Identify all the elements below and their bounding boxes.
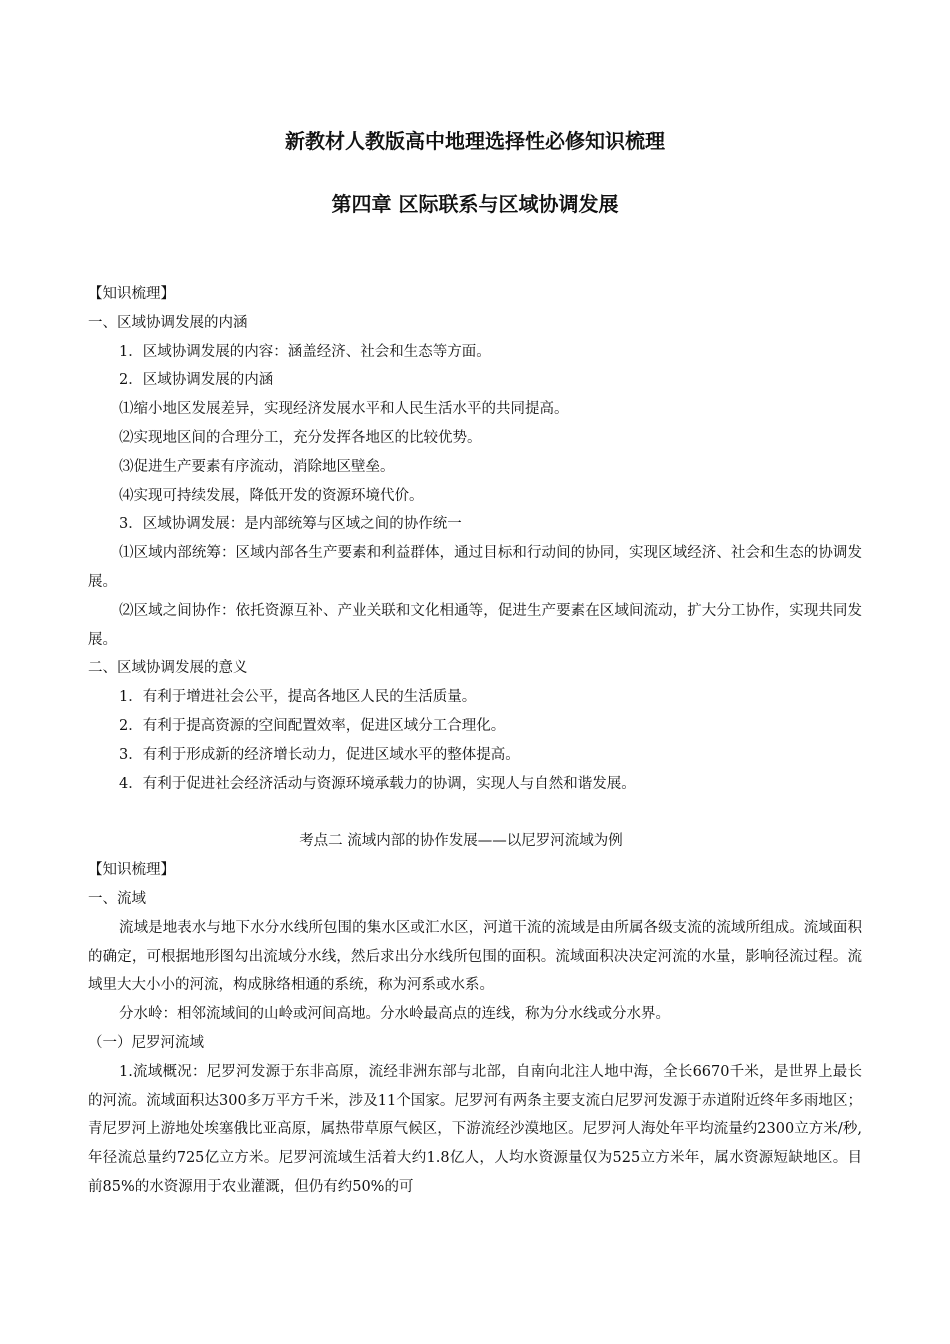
body-paragraph: 流域是地表水与地下水分水线所包围的集水区或汇水区，河道干流的流域是由所属各级支流的流域所组成。流域面积的确定，可根据地形图勾出流域分水线，然后求出分水线所包围的面积。流域面积决决定河流的水量，影响径流过程。流域里大大小小的河流，构成脉络相通的系统，称为河系或水系。 bbox=[88, 919, 862, 994]
list-item: 1．有利于增进社会公平，提高各地区人民的生活质量。 bbox=[119, 689, 477, 706]
sub-item: ⑵实现地区间的合理分工，充分发挥各地区的比较优势。 bbox=[119, 429, 482, 446]
body-paragraph: 分水岭：相邻流域间的山岭或河间高地。分水岭最高点的连线，称为分水线或分水界。 bbox=[119, 1006, 670, 1023]
part-title: 一、区域协调发展的内涵 bbox=[88, 314, 248, 331]
document-title: 新教材人教版高中地理选择性必修知识梳理 bbox=[285, 129, 665, 153]
body-paragraph: 1.流域概况：尼罗河发源于东非高原，流经非洲东部与北部，自南向北注人地中海，全长6670千米，是世界上最长的河流。流域面积达300多万平方千米，涉及11个国家。尼罗河有两条主要支流白尼罗河发源于赤道附近终年多雨地区；青尼罗河上游地处埃塞俄比亚高原，属热带草原气候区，下游流经沙漠地区。尼罗河人海处年平均流量约2300立方米/秒,年径流总量约725亿立方米。尼罗河流域生活着大约1.8亿人，人均水资源量仅为525立方米年，属水资源短缺地区。目前85%的水资源用于农业灌溉，但仍有约50%的可 bbox=[88, 1063, 862, 1195]
chapter-title: 第四章 区际联系与区域协调发展 bbox=[331, 192, 619, 216]
list-item: 4．有利于促进社会经济活动与资源环境承载力的协调，实现人与自然和谐发展。 bbox=[119, 775, 636, 792]
sub-item-paragraph: ⑴区域内部统筹：区域内部各生产要素和利益群体，通过目标和行动间的协同，实现区域经济、社会和生态的协调发展。 bbox=[88, 545, 862, 590]
list-item: 3．有利于形成新的经济增长动力，促进区域水平的整体提高。 bbox=[119, 746, 520, 763]
section-heading: 【知识梳理】 bbox=[88, 286, 175, 302]
sub-item: ⑴缩小地区发展差异，实现经济发展水平和人民生活水平的共同提高。 bbox=[119, 401, 569, 418]
sub-item-paragraph: ⑵区域之间协作：依托资源互补、产业关联和文化相通等，促进生产要素在区域间流动，扩大分工协作，实现共同发展。 bbox=[88, 602, 862, 648]
sub-item: ⑶促进生产要素有序流动，消除地区壁垒。 bbox=[119, 458, 395, 475]
document-body bbox=[88, 280, 862, 1202]
list-item: 3．区域协调发展：是内部统筹与区域之间的协作统一 bbox=[119, 516, 462, 533]
section-heading: 【知识梳理】 bbox=[88, 862, 175, 879]
kaodian-title: 考点二 流域内部的协作发展——以尼罗河流域为例 bbox=[299, 833, 623, 850]
list-item: 2．有利于提高资源的空间配置效率，促进区域分工合理化。 bbox=[119, 717, 506, 734]
sub-item: ⑷实现可持续发展，降低开发的资源环境代价。 bbox=[119, 487, 424, 504]
list-item: 1．区域协调发展的内容：涵盖经济、社会和生态等方面。 bbox=[119, 343, 491, 360]
sub-section-title: （一）尼罗河流域 bbox=[88, 1034, 204, 1051]
spacer bbox=[88, 798, 862, 827]
part-title: 一、流域 bbox=[88, 890, 146, 907]
part-title: 二、区域协调发展的意义 bbox=[88, 660, 248, 677]
list-item: 2．区域协调发展的内涵 bbox=[119, 372, 274, 389]
